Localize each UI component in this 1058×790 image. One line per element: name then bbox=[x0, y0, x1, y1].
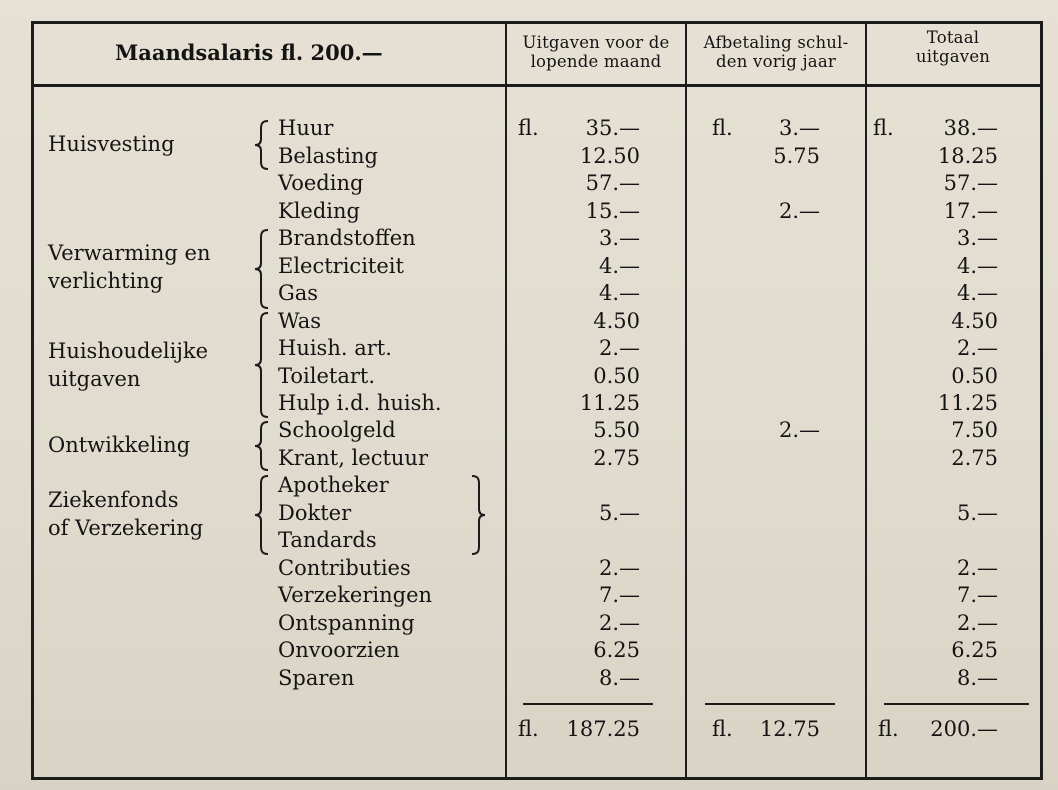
row-value-total: 4.— bbox=[956, 254, 998, 278]
row-value-current: 4.— bbox=[598, 254, 640, 278]
row-value-current: 15.— bbox=[585, 199, 640, 223]
row-value-total: 3.— bbox=[956, 226, 998, 250]
category-huishoudelijke: Huishoudelijke uitgaven bbox=[48, 339, 208, 391]
column-header-total bbox=[867, 28, 1039, 66]
category-verwarming: Verwarming en verlichting bbox=[48, 241, 211, 293]
category-ontwikkeling: Ontwikkeling bbox=[48, 433, 191, 457]
row-item-label: Ontspanning bbox=[278, 611, 415, 635]
row-value-total: 2.— bbox=[956, 336, 998, 360]
row-value-debt: 5.75 bbox=[773, 144, 820, 168]
category-ziekenfonds: Ziekenfonds of Verzekering bbox=[48, 488, 204, 540]
currency-total-total: fl. bbox=[878, 717, 899, 741]
row-value-current: 35.— bbox=[585, 116, 640, 140]
total-total: 200.— bbox=[930, 717, 998, 741]
brace-huisvesting-icon bbox=[252, 119, 272, 171]
row-item-label: Dokter bbox=[278, 501, 352, 525]
row-value-total: 4.— bbox=[956, 281, 998, 305]
row-value-current: 8.— bbox=[598, 666, 640, 690]
row-item-label: Tandards bbox=[278, 528, 377, 552]
brace-huishoudelijke-icon bbox=[252, 311, 272, 419]
row-value-current: 11.25 bbox=[579, 391, 640, 415]
column-header-debt-line2: den vorig jaar bbox=[716, 52, 836, 71]
row-value-total: 38.— bbox=[943, 116, 998, 140]
row-item-label: Onvoorzien bbox=[278, 638, 400, 662]
total-current: 187.25 bbox=[566, 717, 640, 741]
row-value-total: 18.25 bbox=[937, 144, 998, 168]
row-value-total: 6.25 bbox=[951, 638, 998, 662]
sum-rule-debt bbox=[705, 703, 835, 705]
row-value-total: 11.25 bbox=[937, 391, 998, 415]
currency-debt-first: fl. bbox=[712, 116, 733, 140]
brace-ontwikkeling-icon bbox=[252, 420, 272, 472]
column-header-debt bbox=[687, 33, 865, 71]
row-value-current: 4.— bbox=[598, 281, 640, 305]
column-header-total-line2: uitgaven bbox=[915, 47, 991, 66]
row-item-label: Kleding bbox=[278, 199, 360, 223]
page-title: Maandsalaris fl. 200.— bbox=[115, 40, 383, 65]
row-item-label: Brandstoffen bbox=[278, 226, 416, 250]
currency-current-total: fl. bbox=[518, 717, 539, 741]
row-item-label: Hulp i.d. huish. bbox=[278, 391, 442, 415]
column-divider-1 bbox=[505, 23, 507, 778]
row-item-label: Huish. art. bbox=[278, 336, 392, 360]
row-item-label: Sparen bbox=[278, 666, 355, 690]
row-value-total: 2.— bbox=[956, 556, 998, 580]
row-item-label: Contributies bbox=[278, 556, 411, 580]
row-value-total: 7.50 bbox=[951, 418, 998, 442]
row-value-current: 57.— bbox=[585, 171, 640, 195]
row-value-total: 2.— bbox=[956, 611, 998, 635]
row-item-label: Huur bbox=[278, 116, 334, 140]
row-item-label: Voeding bbox=[278, 171, 364, 195]
row-value-total: 2.75 bbox=[951, 446, 998, 470]
column-header-debt-line1: Afbetaling schul- bbox=[703, 33, 849, 52]
brace-closing-icon bbox=[468, 474, 488, 556]
row-value-debt: 2.— bbox=[778, 199, 820, 223]
row-value-current: 6.25 bbox=[593, 638, 640, 662]
row-value-total: 4.50 bbox=[951, 309, 998, 333]
row-item-label: Schoolgeld bbox=[278, 418, 396, 442]
row-value-current: 2.— bbox=[598, 556, 640, 580]
row-value-current: 3.— bbox=[598, 226, 640, 250]
row-value-current: 4.50 bbox=[593, 309, 640, 333]
column-header-current bbox=[507, 33, 685, 71]
row-item-label: Apotheker bbox=[278, 473, 389, 497]
row-value-current: 12.50 bbox=[579, 144, 640, 168]
row-item-label: Electriciteit bbox=[278, 254, 404, 278]
sum-rule-current bbox=[523, 703, 653, 705]
column-divider-2 bbox=[685, 23, 687, 778]
row-value-total: 57.— bbox=[943, 171, 998, 195]
row-value-total: 5.— bbox=[956, 501, 998, 525]
brace-verwarming-icon bbox=[252, 228, 272, 310]
row-value-total: 17.— bbox=[943, 199, 998, 223]
row-item-label: Gas bbox=[278, 281, 319, 305]
row-value-current: 5.— bbox=[598, 501, 640, 525]
currency-current-first: fl. bbox=[518, 116, 539, 140]
currency-total-first: fl. bbox=[873, 116, 894, 140]
column-header-current-line1: Uitgaven voor de bbox=[522, 33, 670, 52]
column-divider-3 bbox=[865, 23, 867, 778]
row-item-label: Krant, lectuur bbox=[278, 446, 428, 470]
row-value-current: 5.50 bbox=[593, 418, 640, 442]
row-value-current: 7.— bbox=[598, 583, 640, 607]
currency-debt-total: fl. bbox=[712, 717, 733, 741]
row-value-current: 2.— bbox=[598, 611, 640, 635]
row-value-total: 0.50 bbox=[951, 364, 998, 388]
brace-ziekenfonds-icon bbox=[252, 474, 272, 556]
row-value-debt: 2.— bbox=[778, 418, 820, 442]
row-value-current: 0.50 bbox=[593, 364, 640, 388]
row-value-current: 2.75 bbox=[593, 446, 640, 470]
row-item-label: Verzekeringen bbox=[278, 583, 433, 607]
category-huisvesting: Huisvesting bbox=[48, 132, 175, 156]
row-item-label: Was bbox=[278, 309, 322, 333]
row-value-debt: 3.— bbox=[778, 116, 820, 140]
header-divider bbox=[33, 84, 1041, 87]
row-value-total: 7.— bbox=[956, 583, 998, 607]
column-header-current-line2: lopende maand bbox=[530, 52, 662, 71]
total-debt: 12.75 bbox=[759, 717, 820, 741]
column-header-total-line1: Totaal bbox=[926, 28, 980, 47]
row-value-total: 8.— bbox=[956, 666, 998, 690]
row-item-label: Belasting bbox=[278, 144, 378, 168]
sum-rule-total bbox=[884, 703, 1029, 705]
row-item-label: Toiletart. bbox=[278, 364, 375, 388]
row-value-current: 2.— bbox=[598, 336, 640, 360]
